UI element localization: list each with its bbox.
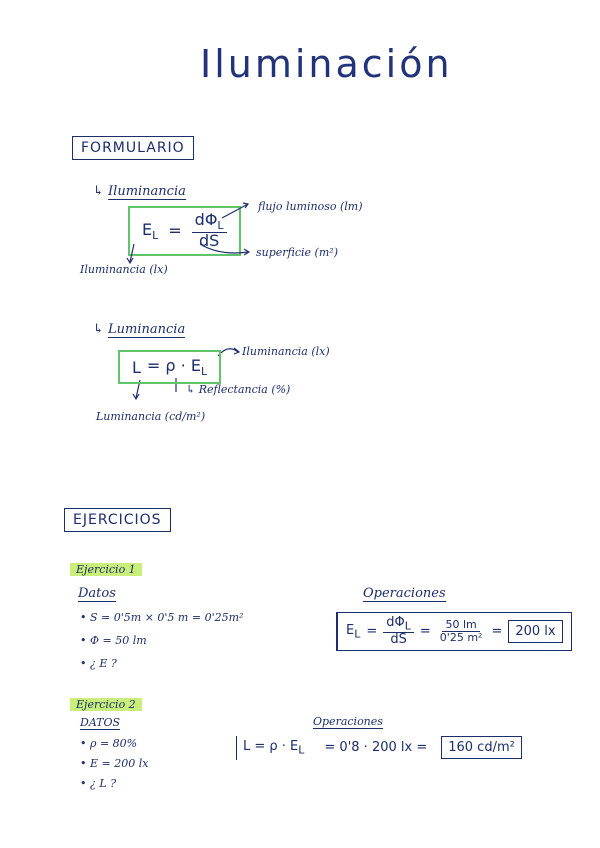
ejercicios-heading: EJERCICIOS <box>64 508 171 532</box>
list-item: • ¿ L ? <box>80 777 117 790</box>
arrow-icon: ↳ <box>93 184 109 199</box>
list-item: • Φ = 50 lm <box>80 634 147 647</box>
ej1-op-lhs: $E_L$ <box>346 622 361 641</box>
list-item: • E = 200 lx <box>80 757 149 770</box>
note-luminancia-result: Luminancia (cd/m²) <box>96 410 206 423</box>
iluminancia-fraction: $\frac{d\Phi_L}{dS}$ <box>192 212 227 250</box>
luminancia-lhs: L <box>132 357 141 377</box>
luminancia-label: Luminancia <box>108 322 186 337</box>
ej2-result: 160 cd/m² <box>441 736 522 759</box>
luminancia-rhs: = $\rho \cdot E_L$ <box>146 356 208 379</box>
ejercicio2-label: Ejercicio 2 <box>70 698 142 711</box>
note-ilum: Iluminancia (lx) <box>242 345 330 358</box>
arrow-icon: ↳ <box>186 383 199 396</box>
list-item: • ρ = 80% <box>80 737 138 750</box>
iluminancia-lhs: $E_L$ <box>142 219 159 242</box>
ej2-ops-row <box>236 736 522 760</box>
note-iluminancia-result: Iluminancia (lx) <box>80 263 168 276</box>
note-refl: ↳ Reflectancia (%) <box>186 383 291 396</box>
ej1-datos-list <box>80 606 243 675</box>
ej1-op-frac2: $\frac{50 lm}{\text{0'25 m²}}$ <box>439 618 483 644</box>
ej1-datos-label: Datos <box>78 586 116 601</box>
ej1-result: 200 lx <box>508 620 562 643</box>
arrow-icon: ↳ <box>93 322 109 337</box>
ej2-datos-list <box>80 734 148 794</box>
formulario-heading: FORMULARIO <box>72 136 194 160</box>
iluminancia-label: Iluminancia <box>108 184 186 199</box>
luminancia-formula-box <box>118 350 221 384</box>
ej1-ops-box: $E_L$ = $\frac{d\Phi_L}{dS}$ = $\frac{50 lm}{\text{0'25 m²}}$ = 200 lx <box>336 612 572 651</box>
ej2-op-expr: $L = \rho \cdot E_L$ <box>236 736 310 760</box>
note-surface: superficie (m²) <box>256 246 338 259</box>
luminancia-label-row <box>93 322 185 337</box>
ej1-ops-label: Operaciones <box>363 586 446 601</box>
equals-sign: = <box>168 221 182 241</box>
ej2-ops-label: Operaciones <box>313 715 383 728</box>
ej2-datos-label: DATOS <box>80 716 121 729</box>
ej1-op-frac1: $\frac{d\Phi_L}{dS}$ <box>383 616 414 647</box>
list-item: • S = 0'5m × 0'5 m = 0'25m² <box>80 611 244 624</box>
list-item: • ¿ E ? <box>80 657 117 670</box>
note-flux: flujo luminoso (lm) <box>258 200 363 213</box>
ej2-op-calc: = 0'8 · 200 lx = <box>324 740 428 756</box>
ejercicio1-label: Ejercicio 1 <box>70 563 142 576</box>
page-title: Iluminación <box>200 42 453 86</box>
